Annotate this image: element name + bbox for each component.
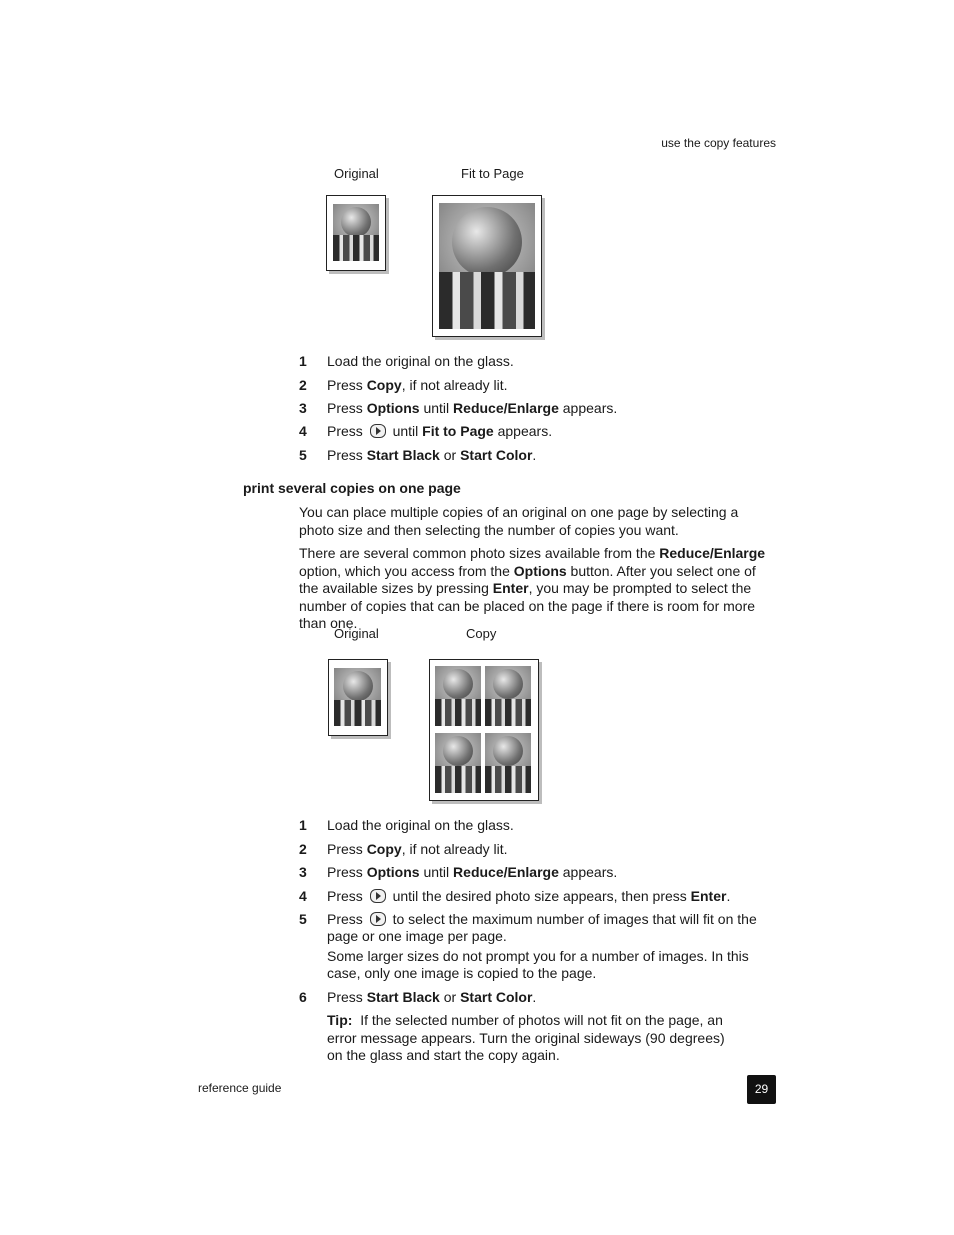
bold-term: Reduce/Enlarge [659, 545, 766, 561]
text-run: , you may be prompted to select the number of copies that can be placed on the page if there is room for more than one. [299, 580, 756, 631]
text-run: appears. [493, 423, 553, 439]
bold-term: Options [366, 864, 420, 880]
figure1-fit-to-page [432, 195, 542, 337]
text-run: Press [327, 888, 367, 904]
text-run: to select the maximum number of images that will fit on the page or one image per page. [327, 911, 757, 944]
children-globe-photo [435, 666, 481, 726]
footer-book-title: reference guide [198, 1081, 282, 1095]
text-run: Press [327, 447, 367, 463]
text-run: until the desired photo size appears, then press [388, 888, 691, 904]
text-run: . [532, 447, 537, 463]
text-run: or [439, 989, 461, 1005]
text-run: option, which you access from the [299, 562, 514, 579]
tip-text: If the selected number of photos will not fit on the page, an error message appears. Turn the original sideways (90 degrees) on the glass and start the copy again. [327, 1012, 725, 1063]
text-run: . [532, 989, 537, 1005]
bold-term: Options [513, 562, 567, 579]
text-run: , if not already lit. [401, 377, 508, 393]
children-globe-photo [435, 733, 481, 793]
text-run: There are several common photo sizes available from the [299, 545, 660, 561]
bold-term: Start Color [460, 447, 533, 463]
text-run: Press [327, 864, 367, 880]
text-run: until [419, 864, 454, 880]
tip-label: Tip: [327, 1012, 353, 1028]
text-run: Press [327, 989, 367, 1005]
text-run: or [439, 447, 461, 463]
text-run: Some larger sizes do not prompt you for a number of images. In this case, only one image is copied to the page. [327, 948, 749, 981]
bold-term: Copy [366, 377, 402, 393]
children-globe-photo [485, 733, 531, 793]
text-run: Press [327, 841, 367, 857]
bold-term: Enter [690, 888, 727, 904]
section-paragraph-1: You can place multiple copies of an original on one page by selecting a photo size and then selecting the number of copies you want. [299, 504, 739, 538]
section-paragraph-2 [299, 545, 775, 633]
bold-term: Options [366, 400, 420, 416]
bold-term: Enter [492, 580, 529, 596]
tip-block [327, 1012, 727, 1065]
text-run: appears. [558, 400, 618, 416]
section-heading: print several copies on one page [243, 480, 461, 496]
text-run: until [419, 400, 454, 416]
text-run: Press [327, 423, 367, 439]
figure1-original-label: Original [334, 166, 379, 181]
right-arrow-button-icon [370, 889, 386, 903]
figure2-original-page [328, 659, 388, 736]
figure1-copy-label: Fit to Page [461, 166, 524, 181]
text-run: Load the original on the glass. [327, 817, 514, 833]
children-globe-photo [439, 203, 535, 329]
page-number: 29 [747, 1075, 776, 1104]
text-run: until [388, 423, 423, 439]
bold-term: Start Black [366, 447, 440, 463]
bold-term: Copy [366, 841, 402, 857]
children-globe-photo [334, 668, 381, 726]
bold-term: Reduce/Enlarge [453, 864, 559, 880]
text-run: appears. [558, 864, 618, 880]
figure2-copy-page [429, 659, 539, 801]
running-head: use the copy features [661, 136, 776, 150]
children-globe-photo [333, 204, 379, 261]
figure2-copy-label: Copy [466, 626, 497, 641]
text-run: Press [327, 377, 367, 393]
text-run: Press [327, 911, 367, 927]
bold-term: Reduce/Enlarge [453, 400, 559, 416]
text-run: button. After you select one of the available sizes by pressing [299, 562, 756, 596]
children-globe-photo [485, 666, 531, 726]
text-run: , if not already lit. [401, 841, 508, 857]
text-run: . [726, 888, 731, 904]
right-arrow-button-icon [370, 912, 386, 926]
figure2-original-label: Original [334, 626, 379, 641]
text-run: Press [327, 400, 367, 416]
figure1-original-page [326, 195, 386, 271]
bold-term: Start Color [460, 989, 533, 1005]
text-run: Load the original on the glass. [327, 353, 514, 369]
bold-term: Start Black [366, 989, 440, 1005]
bold-term: Fit to Page [422, 423, 494, 439]
right-arrow-button-icon [370, 424, 386, 438]
